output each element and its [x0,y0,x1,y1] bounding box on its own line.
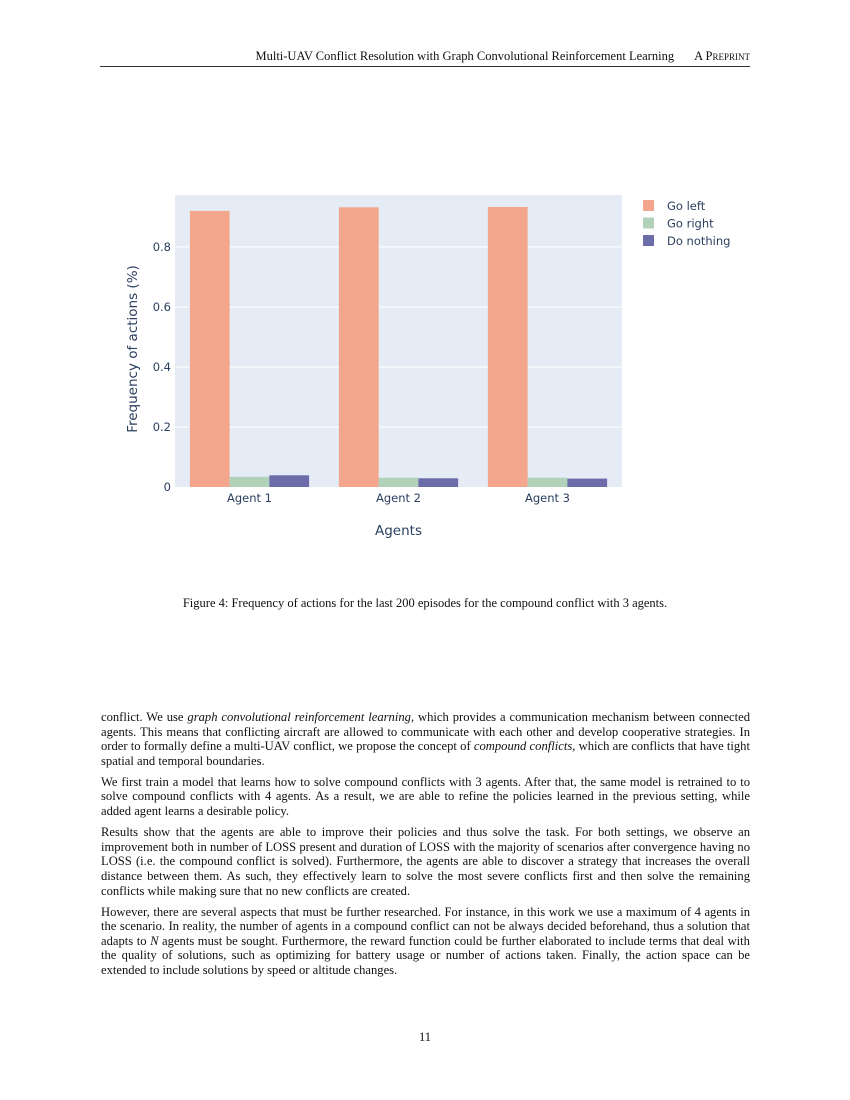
page-number: 11 [418,1030,432,1044]
bar-go-left [190,211,230,487]
bar-go-left [488,207,528,487]
header-title: Multi-UAV Conflict Resolution with Graph Convolutional Reinforcement Learning [255,49,675,63]
header-rule [100,66,750,67]
legend-label: Go left [667,199,706,213]
bar-go-right [528,478,568,487]
y-tick-label: 0.4 [152,359,171,374]
body-text [101,710,750,984]
text-run: agents must be sought. Furthermore, the reward function could be further elaborated to include terms that deal with the quality of solutions, such as optimizing for battery usage or number of actions taken. Finally, the action space can be extended to include solutions by speed or altitude changes. [101,933,750,977]
paragraph [101,710,750,768]
paragraph [101,825,750,898]
plot-background [175,195,622,487]
bar-go-right [230,477,270,487]
text-run: Results show that the agents are able to improve their policies and thus solve the task. For both settings, we observe an improvement both in number of LOSS present and duration of LOSS with the majority of scenarios after convergence having no LOSS (i.e. the compound conflict is solved). Furthermore, the agents are able to discover a strategy that increases the overall distance between them. As such, they effectively learn to solve the most severe conflicts first and then solve the remaining conflicts while making sure that no new conflicts are created. [101,825,750,898]
running-header [100,49,750,64]
x-tick-label: Agent 2 [375,491,422,505]
y-axis-title: Frequency of actions (%) [125,265,141,433]
text-run: We first train a model that learns how to solve compound conflicts with 3 agents. After that, the same model is retrained to to solve compound conflicts with 4 agents. As a result, we are able to refine the policies learned in the previous setting, while added agent learns a desirable policy. [101,774,750,819]
paragraph [101,775,750,819]
x-tick-label: Agent 1 [226,491,273,505]
y-tick-label: 0.2 [152,419,171,434]
text-run: graph convolutional reinforcement learning [187,710,411,724]
y-tick-label: 0 [163,480,171,494]
legend-swatch [643,235,654,246]
bar-do-nothing [418,478,458,487]
text-run: , which are conflicts that have tight spatial and temporal boundaries. [101,739,750,768]
header-tag: A Preprint [694,49,750,63]
bar-go-right [379,478,419,487]
legend-swatch [643,218,654,229]
text-run: conflict. We use [101,710,188,724]
legend-label: Go right [667,216,714,231]
x-tick-label: Agent 3 [524,491,571,505]
figure-caption: Figure 4: Frequency of actions for the last 200 episodes for the compound conflict with 3 agents. [182,596,668,610]
x-axis-title: Agents [375,523,422,539]
y-tick-label: 0.8 [152,239,171,254]
y-tick-label: 0.6 [152,299,171,314]
paragraph [101,905,750,978]
text-run: However, there are several aspects that must be further researched. For instance, in this work we use a maximum of 4 agents in the scenario. In reality, the number of agents in a compound conflict can not be always decided beforehand, thus a solution that adapts to [101,904,750,948]
legend-label: Do nothing [667,234,731,248]
bar-chart [100,180,750,560]
legend-swatch [643,200,654,211]
text-run: , which provides a communication mechanism between connected agents. This means that conflicting aircraft are allowed to communicate with each other and develop cooperative strategies. In order to formally define a multi-UAV conflict, we propose the concept of [101,710,751,754]
bar-do-nothing [567,479,607,487]
text-run: compound conflicts [473,739,573,754]
bar-go-left [339,207,379,487]
text-run: N [150,933,159,948]
bar-do-nothing [269,475,309,487]
